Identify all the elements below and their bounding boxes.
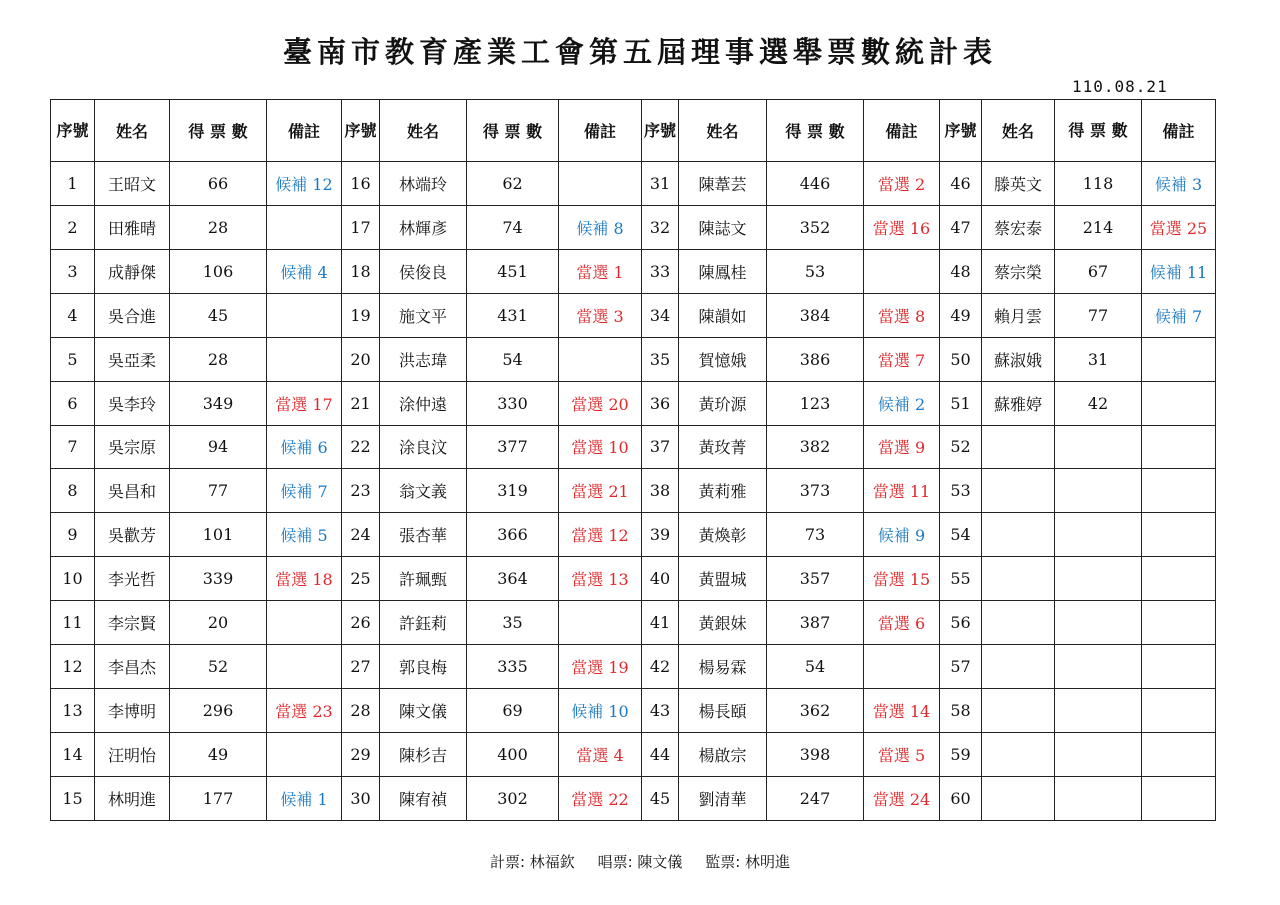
cell-votes: 446 [767,162,864,206]
cell-name: 張杏華 [380,513,467,557]
cell-votes: 384 [767,293,864,337]
cell-seq: 3 [51,249,95,293]
cell-votes: 335 [467,645,559,689]
cell-note: 當選 18 [267,557,342,601]
cell-note [1142,732,1216,776]
cell-note: 當選 16 [864,205,940,249]
cell-note [267,205,342,249]
cell-seq: 7 [51,425,95,469]
cell-seq: 16 [342,162,380,206]
cell-seq: 34 [642,293,679,337]
cell-votes [1055,645,1142,689]
header-votes: 得 票 數 [767,100,864,162]
cell-votes: 431 [467,293,559,337]
cell-seq: 59 [940,732,982,776]
header-seq: 序號 [51,100,95,162]
cell-name: 黃盟城 [679,557,767,601]
cell-votes: 66 [170,162,267,206]
header-seq: 序號 [940,100,982,162]
cell-note: 候補 10 [559,689,642,733]
cell-seq: 60 [940,776,982,820]
cell-note: 候補 4 [267,249,342,293]
cell-name: 吳李玲 [95,381,170,425]
cell-note: 當選 17 [267,381,342,425]
cell-name [982,645,1055,689]
cell-votes: 400 [467,732,559,776]
cell-seq: 19 [342,293,380,337]
cell-votes: 339 [170,557,267,601]
cell-name [982,469,1055,513]
cell-votes: 373 [767,469,864,513]
cell-note [267,293,342,337]
cell-name: 成靜傑 [95,249,170,293]
cell-votes: 177 [170,776,267,820]
cell-votes: 77 [170,469,267,513]
vote-count-table [50,99,1216,821]
cell-seq: 33 [642,249,679,293]
header-name: 姓名 [95,100,170,162]
cell-votes: 20 [170,601,267,645]
cell-votes: 386 [767,337,864,381]
cell-name: 郭良梅 [380,645,467,689]
cell-name: 吳歡芳 [95,513,170,557]
cell-name: 李光哲 [95,557,170,601]
cell-seq: 40 [642,557,679,601]
cell-votes: 302 [467,776,559,820]
cell-name: 陳誌文 [679,205,767,249]
cell-seq: 20 [342,337,380,381]
cell-name: 施文平 [380,293,467,337]
cell-name: 吳亞柔 [95,337,170,381]
cell-note: 當選 2 [864,162,940,206]
cell-name: 侯俊良 [380,249,467,293]
table-row [51,293,1216,337]
cell-seq: 14 [51,732,95,776]
cell-votes: 330 [467,381,559,425]
cell-seq: 57 [940,645,982,689]
cell-seq: 46 [940,162,982,206]
cell-note [267,601,342,645]
cell-name: 涂良汶 [380,425,467,469]
footer-supervisor: 監票: 林明進 [705,853,791,871]
cell-note: 當選 1 [559,249,642,293]
cell-note [1142,381,1216,425]
header-name: 姓名 [380,100,467,162]
cell-name: 吳昌和 [95,469,170,513]
cell-seq: 47 [940,205,982,249]
cell-votes: 352 [767,205,864,249]
cell-name: 蔡宏泰 [982,205,1055,249]
cell-name: 陳葦芸 [679,162,767,206]
cell-note: 候補 9 [864,513,940,557]
cell-votes: 67 [1055,249,1142,293]
cell-seq: 22 [342,425,380,469]
cell-seq: 39 [642,513,679,557]
cell-seq: 27 [342,645,380,689]
cell-note [267,732,342,776]
cell-note [267,337,342,381]
cell-name [982,513,1055,557]
cell-name: 王昭文 [95,162,170,206]
cell-note [559,601,642,645]
cell-seq: 48 [940,249,982,293]
cell-name: 吳宗原 [95,425,170,469]
cell-name: 汪明怡 [95,732,170,776]
cell-seq: 36 [642,381,679,425]
cell-votes [1055,557,1142,601]
cell-name: 黃玫菁 [679,425,767,469]
cell-seq: 53 [940,469,982,513]
cell-seq: 52 [940,425,982,469]
cell-name: 賴月雲 [982,293,1055,337]
table-row [51,513,1216,557]
cell-note: 當選 8 [864,293,940,337]
cell-votes: 49 [170,732,267,776]
cell-note: 當選 14 [864,689,940,733]
cell-seq: 44 [642,732,679,776]
header-name: 姓名 [982,100,1055,162]
table-row [51,601,1216,645]
table-row [51,249,1216,293]
cell-votes: 31 [1055,337,1142,381]
cell-votes: 54 [467,337,559,381]
cell-note [559,162,642,206]
cell-name: 李昌杰 [95,645,170,689]
cell-seq: 25 [342,557,380,601]
cell-votes: 387 [767,601,864,645]
cell-seq: 8 [51,469,95,513]
cell-votes: 62 [467,162,559,206]
cell-votes: 94 [170,425,267,469]
cell-name [982,557,1055,601]
cell-note: 候補 6 [267,425,342,469]
header-note: 備註 [267,100,342,162]
cell-note [1142,776,1216,820]
header-seq: 序號 [642,100,679,162]
cell-votes: 35 [467,601,559,645]
cell-name: 林明進 [95,776,170,820]
cell-name: 李博明 [95,689,170,733]
cell-name: 陳文儀 [380,689,467,733]
table-row [51,557,1216,601]
cell-name: 楊易霖 [679,645,767,689]
cell-note: 當選 3 [559,293,642,337]
cell-votes: 247 [767,776,864,820]
cell-seq: 13 [51,689,95,733]
cell-seq: 54 [940,513,982,557]
cell-name: 許鈺莉 [380,601,467,645]
cell-votes: 77 [1055,293,1142,337]
cell-note: 當選 23 [267,689,342,733]
cell-note: 當選 11 [864,469,940,513]
cell-votes [1055,689,1142,733]
cell-note: 當選 24 [864,776,940,820]
cell-name: 蘇雅婷 [982,381,1055,425]
cell-votes [1055,776,1142,820]
cell-note: 候補 1 [267,776,342,820]
cell-name: 林端玲 [380,162,467,206]
cell-seq: 26 [342,601,380,645]
cell-name: 賀憶娥 [679,337,767,381]
cell-note [1142,513,1216,557]
cell-note: 候補 5 [267,513,342,557]
cell-name: 吳合進 [95,293,170,337]
cell-seq: 56 [940,601,982,645]
header-note: 備註 [1142,100,1216,162]
cell-note [864,249,940,293]
cell-note: 當選 5 [864,732,940,776]
cell-note [1142,469,1216,513]
cell-note [267,645,342,689]
table-row [51,425,1216,469]
cell-name [982,425,1055,469]
cell-seq: 11 [51,601,95,645]
cell-seq: 2 [51,205,95,249]
cell-name [982,776,1055,820]
cell-name: 涂仲遠 [380,381,467,425]
cell-seq: 23 [342,469,380,513]
cell-seq: 58 [940,689,982,733]
cell-note: 當選 4 [559,732,642,776]
cell-name: 陳韻如 [679,293,767,337]
cell-votes: 349 [170,381,267,425]
cell-votes: 364 [467,557,559,601]
document-date: 110.08.21 [1072,77,1168,96]
cell-seq: 28 [342,689,380,733]
cell-name: 楊啟宗 [679,732,767,776]
cell-seq: 15 [51,776,95,820]
header-votes: 得 票 數 [1055,100,1142,162]
cell-note [1142,337,1216,381]
cell-name: 陳鳳桂 [679,249,767,293]
cell-note [1142,645,1216,689]
cell-votes: 123 [767,381,864,425]
cell-votes: 382 [767,425,864,469]
cell-note: 當選 9 [864,425,940,469]
footer-signatures [0,851,1280,872]
cell-seq: 45 [642,776,679,820]
cell-votes: 118 [1055,162,1142,206]
cell-seq: 17 [342,205,380,249]
cell-votes: 451 [467,249,559,293]
document-title: 臺南市教育產業工會第五屆理事選舉票數統計表 [282,35,997,69]
cell-seq: 30 [342,776,380,820]
cell-seq: 55 [940,557,982,601]
cell-name: 黃銀妹 [679,601,767,645]
cell-seq: 6 [51,381,95,425]
cell-seq: 24 [342,513,380,557]
header-note: 備註 [864,100,940,162]
cell-name: 田雅晴 [95,205,170,249]
cell-seq: 38 [642,469,679,513]
cell-votes: 73 [767,513,864,557]
cell-note [1142,601,1216,645]
cell-note: 當選 20 [559,381,642,425]
cell-seq: 42 [642,645,679,689]
cell-note: 當選 21 [559,469,642,513]
cell-note [559,337,642,381]
cell-votes: 106 [170,249,267,293]
cell-name [982,601,1055,645]
cell-votes [1055,732,1142,776]
cell-votes [1055,469,1142,513]
table-row [51,732,1216,776]
table-row [51,337,1216,381]
cell-votes: 52 [170,645,267,689]
cell-note: 當選 15 [864,557,940,601]
table-header-row [51,100,1216,162]
cell-note: 當選 19 [559,645,642,689]
cell-seq: 51 [940,381,982,425]
cell-name: 林輝彥 [380,205,467,249]
table-row [51,381,1216,425]
cell-votes: 366 [467,513,559,557]
cell-votes: 28 [170,205,267,249]
cell-seq: 4 [51,293,95,337]
cell-note: 當選 7 [864,337,940,381]
cell-votes: 42 [1055,381,1142,425]
cell-seq: 37 [642,425,679,469]
cell-seq: 29 [342,732,380,776]
cell-note: 候補 11 [1142,249,1216,293]
cell-note: 候補 3 [1142,162,1216,206]
cell-name: 黃煥彰 [679,513,767,557]
cell-name: 許珮甄 [380,557,467,601]
cell-seq: 31 [642,162,679,206]
footer-counter: 計票: 林福欽 [489,853,575,871]
cell-seq: 41 [642,601,679,645]
header-votes: 得 票 數 [170,100,267,162]
table-row [51,645,1216,689]
cell-votes [1055,601,1142,645]
table-row [51,689,1216,733]
cell-votes [1055,425,1142,469]
footer-caller: 唱票: 陳文儀 [597,853,683,871]
cell-name: 洪志瑋 [380,337,467,381]
cell-seq: 50 [940,337,982,381]
table-body [51,162,1216,821]
cell-votes: 69 [467,689,559,733]
cell-seq: 12 [51,645,95,689]
cell-note: 候補 7 [1142,293,1216,337]
cell-note [864,645,940,689]
header-note: 備註 [559,100,642,162]
cell-seq: 43 [642,689,679,733]
cell-note: 候補 12 [267,162,342,206]
cell-note: 當選 22 [559,776,642,820]
cell-seq: 5 [51,337,95,381]
cell-votes: 362 [767,689,864,733]
cell-votes: 53 [767,249,864,293]
cell-name: 劉清華 [679,776,767,820]
cell-note: 候補 2 [864,381,940,425]
table-row [51,776,1216,820]
cell-note [1142,557,1216,601]
cell-seq: 49 [940,293,982,337]
table-row [51,205,1216,249]
cell-seq: 35 [642,337,679,381]
cell-seq: 32 [642,205,679,249]
cell-votes: 45 [170,293,267,337]
cell-votes [1055,513,1142,557]
cell-name: 蔡宗榮 [982,249,1055,293]
cell-name: 翁文義 [380,469,467,513]
header-seq: 序號 [342,100,380,162]
cell-votes: 398 [767,732,864,776]
cell-note: 候補 7 [267,469,342,513]
cell-note [1142,689,1216,733]
cell-name: 李宗賢 [95,601,170,645]
cell-name [982,689,1055,733]
cell-seq: 10 [51,557,95,601]
cell-name [982,732,1055,776]
cell-note: 當選 6 [864,601,940,645]
cell-seq: 9 [51,513,95,557]
cell-name: 陳宥禎 [380,776,467,820]
cell-note: 當選 12 [559,513,642,557]
cell-name: 黃玠源 [679,381,767,425]
cell-votes: 74 [467,205,559,249]
cell-votes: 296 [170,689,267,733]
cell-votes: 54 [767,645,864,689]
table-row [51,162,1216,206]
cell-seq: 18 [342,249,380,293]
cell-votes: 319 [467,469,559,513]
cell-seq: 1 [51,162,95,206]
cell-name: 楊長頤 [679,689,767,733]
cell-note: 當選 25 [1142,205,1216,249]
cell-votes: 28 [170,337,267,381]
cell-name: 陳杉吉 [380,732,467,776]
cell-seq: 21 [342,381,380,425]
cell-votes: 101 [170,513,267,557]
cell-votes: 377 [467,425,559,469]
cell-name: 滕英文 [982,162,1055,206]
header-name: 姓名 [679,100,767,162]
cell-note: 候補 8 [559,205,642,249]
table-row [51,469,1216,513]
cell-note: 當選 13 [559,557,642,601]
cell-votes: 214 [1055,205,1142,249]
cell-note [1142,425,1216,469]
header-votes: 得 票 數 [467,100,559,162]
cell-votes: 357 [767,557,864,601]
cell-name: 蘇淑娥 [982,337,1055,381]
cell-name: 黃莉雅 [679,469,767,513]
cell-note: 當選 10 [559,425,642,469]
